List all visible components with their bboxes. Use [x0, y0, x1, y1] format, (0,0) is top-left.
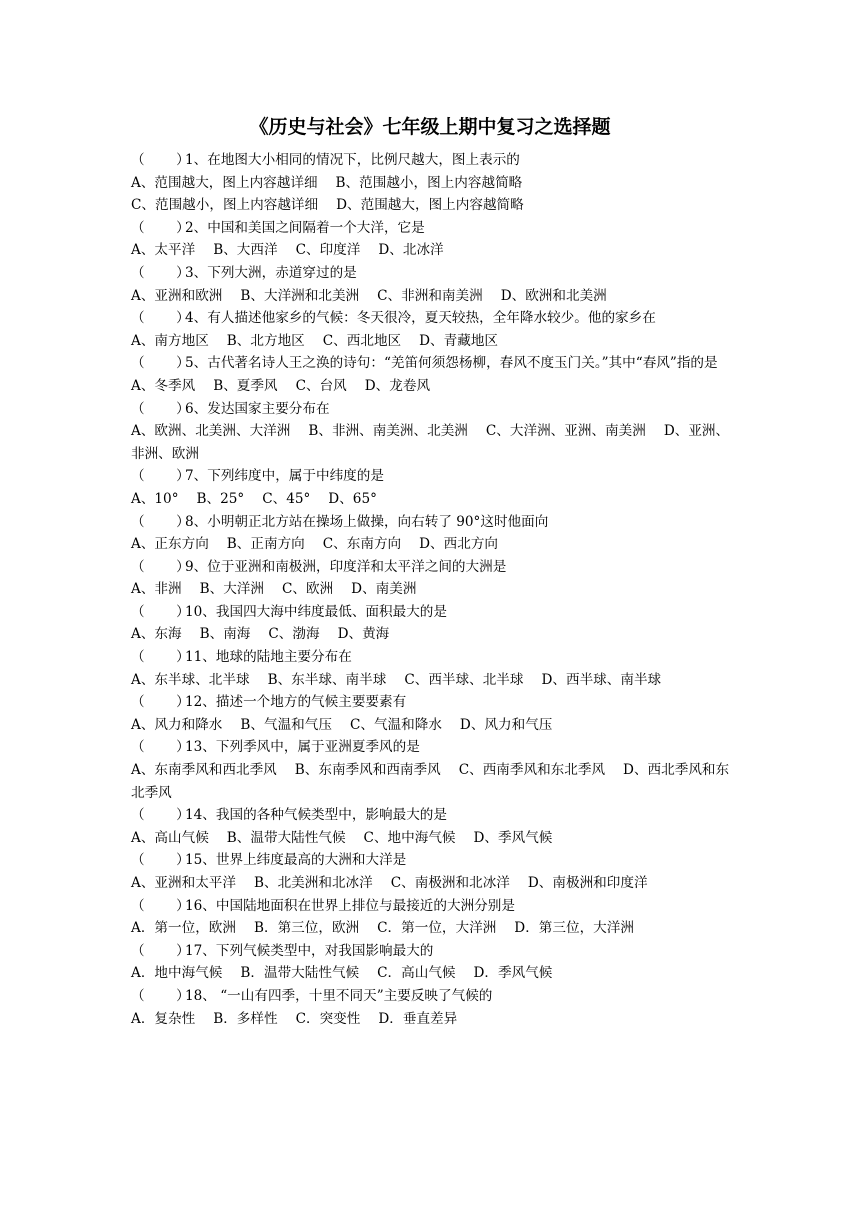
answer-blank: （ ）	[131, 649, 190, 666]
option-text: B．第三位，欧洲	[253, 920, 360, 937]
option-text: D．季风气候	[473, 965, 553, 982]
option-text: B、北方地区	[226, 332, 305, 349]
option-text: B．温带大陆性气候	[240, 965, 360, 982]
answer-blank: （ ）	[131, 942, 190, 959]
option-text: B、南海	[199, 626, 251, 643]
question-text: 1、在地图大小相同的情况下，比例尺越大，图上表示的	[185, 152, 520, 168]
option-text: D、西北方向	[419, 536, 499, 553]
option-text: D、季风气候	[473, 829, 553, 846]
option-row	[131, 375, 733, 398]
answer-blank: （ ）	[131, 468, 190, 485]
question-text: 7、下列纬度中，属于中纬度的是	[185, 468, 384, 485]
question-stem	[131, 511, 733, 534]
option-text: B、25°	[196, 490, 245, 507]
question-text: 13、下列季风中，属于亚洲夏季风的是	[185, 739, 420, 756]
option-text: B、夏季风	[213, 377, 278, 394]
option-text: D、欧洲和北美洲	[500, 287, 607, 304]
option-text: D．第三位，大洋洲	[514, 920, 634, 937]
option-row	[131, 623, 733, 646]
option-text: D、黄海	[337, 626, 390, 643]
option-text: A、东海	[131, 626, 182, 643]
answer-blank: （ ）	[131, 264, 190, 281]
option-text: C．第一位，大洋洲	[377, 920, 497, 937]
option-text: B、气温和气压	[240, 716, 332, 733]
option-text: A、冬季风	[131, 377, 196, 394]
option-text: D、青藏地区	[419, 332, 499, 349]
option-text: A、南方地区	[131, 332, 209, 349]
option-text: A、非洲	[131, 581, 182, 598]
option-text: B、大西洋	[213, 242, 278, 259]
question-stem	[131, 465, 733, 488]
question-text: 3、下列大洲，赤道穿过的是	[185, 264, 357, 281]
option-text: C、范围越小，图上内容越详细	[131, 197, 319, 214]
option-text: B、东南季风和西南季风	[294, 762, 441, 779]
option-row	[131, 239, 733, 262]
question-stem	[131, 217, 733, 240]
option-text: C、地中海气候	[363, 829, 456, 846]
option-row	[131, 917, 733, 940]
option-text: C、西北地区	[322, 332, 402, 349]
answer-blank: （ ）	[131, 219, 190, 236]
option-text: B、非洲、南美洲、北美洲	[308, 423, 468, 440]
option-text: C、渤海	[268, 626, 320, 643]
question-stem	[131, 352, 733, 375]
option-text: C、西南季风和东北季风	[458, 762, 606, 779]
option-text: A．地中海气候	[131, 965, 223, 982]
question-text: 10、我国四大海中纬度最低、面积最大的是	[185, 603, 447, 620]
option-row	[131, 488, 733, 511]
answer-blank: （ ）	[131, 897, 190, 914]
answer-blank: （ ）	[131, 852, 190, 869]
option-row	[131, 669, 733, 692]
answer-blank: （ ）	[131, 739, 190, 756]
question-stem	[131, 556, 733, 579]
option-row	[131, 714, 733, 737]
option-text: D、南极洲和印度洋	[527, 875, 648, 891]
option-row	[131, 533, 733, 556]
option-text: C、大洋洲、亚洲、南美洲	[485, 423, 646, 440]
option-row	[131, 1008, 733, 1031]
option-row	[131, 285, 733, 308]
option-text: B、北美洲和北冰洋	[253, 875, 373, 891]
question-text: 17、下列气候类型中，对我国影响最大的	[185, 942, 434, 959]
option-text: D、范围越大，图上内容越简略	[336, 197, 524, 214]
option-row	[131, 172, 733, 195]
option-row	[131, 962, 733, 985]
question-stem	[131, 985, 733, 1008]
question-stem	[131, 940, 733, 963]
option-text: B、大洋洲和北美洲	[240, 287, 360, 304]
option-text: A、太平洋	[131, 242, 196, 259]
option-text: C、气温和降水	[349, 716, 442, 733]
option-text: A、东半球、北半球	[131, 671, 250, 688]
option-text: A、10°	[131, 490, 179, 507]
option-text: B、正南方向	[226, 536, 305, 553]
option-row	[131, 759, 733, 804]
option-row	[131, 827, 733, 850]
option-text: C、非洲和南美洲	[377, 287, 483, 304]
question-stem	[131, 849, 733, 872]
option-text: A．第一位，欧洲	[131, 920, 236, 937]
question-stem	[131, 895, 733, 918]
option-row	[131, 872, 733, 895]
option-text: C．高山气候	[377, 965, 456, 982]
option-text: D、亚洲、非洲、欧洲	[131, 423, 730, 462]
question-stem	[131, 646, 733, 669]
answer-blank: （ ）	[131, 152, 190, 168]
option-row	[131, 420, 733, 465]
option-text: D．垂直差异	[378, 1010, 458, 1027]
answer-blank: （ ）	[131, 694, 190, 711]
option-text: C、西半球、北半球	[404, 671, 524, 688]
question-stem	[131, 149, 733, 172]
option-text: A、正东方向	[131, 536, 209, 553]
option-text: C、南极洲和北冰洋	[390, 875, 510, 891]
document-title: 《历史与社会》七年级上期中复习之选择题	[249, 116, 611, 138]
option-text: A．复杂性	[131, 1010, 196, 1027]
question-stem	[131, 398, 733, 421]
question-text: 15、世界上纬度最高的大洲和大洋是	[185, 852, 407, 869]
answer-blank: （ ）	[131, 310, 190, 327]
question-text: 6、发达国家主要分布在	[185, 400, 330, 417]
option-text: D、风力和气压	[459, 716, 553, 733]
option-text: C、印度洋	[295, 242, 361, 259]
question-text: 12、描述一个地方的气候主要要素有	[185, 694, 407, 711]
option-text: A、亚洲和太平洋	[131, 875, 236, 891]
option-text: D、西半球、南半球	[541, 671, 662, 688]
option-text: C、东南方向	[322, 536, 402, 553]
option-text: C、欧洲	[281, 581, 334, 598]
question-text: 8、小明朝正北方站在操场上做操，向右转了 90°这时他面向	[185, 513, 549, 530]
option-text: B、温带大陆性气候	[226, 829, 346, 846]
question-text: 5、古代著名诗人王之涣的诗句：“羌笛何须怨杨柳，春风不度玉门关。”其中“春风”指的是	[185, 355, 718, 372]
option-row	[131, 330, 733, 353]
option-text: B、范围越小，图上内容越简略	[335, 174, 523, 191]
option-text: A、高山气候	[131, 829, 209, 846]
option-text: D、龙卷风	[364, 377, 431, 394]
answer-blank: （ ）	[131, 558, 190, 575]
option-text: B．多样性	[213, 1010, 278, 1027]
question-stem	[131, 307, 733, 330]
question-text: 4、有人描述他家乡的气候：冬天很冷，夏天较热，全年降水较少。他的家乡在	[185, 310, 656, 327]
option-text: B、东半球、南半球	[267, 671, 387, 688]
option-text: A、欧洲、北美洲、大洋洲	[131, 423, 291, 440]
option-text: C、台风	[295, 377, 347, 394]
option-text: A、东南季风和西北季风	[131, 762, 277, 779]
question-stem	[131, 804, 733, 827]
option-text: D、南美洲	[351, 581, 417, 598]
answer-blank: （ ）	[131, 513, 190, 530]
answer-blank: （ ）	[131, 807, 190, 824]
question-stem	[131, 736, 733, 759]
answer-blank: （ ）	[131, 355, 190, 372]
question-text: 16、中国陆地面积在世界上排位与最接近的大洲分别是	[185, 897, 515, 914]
option-row	[131, 194, 733, 217]
option-text: C．突变性	[295, 1010, 361, 1027]
question-stem	[131, 691, 733, 714]
question-text: 11、地球的陆地主要分布在	[185, 649, 352, 666]
question-text: 18、 “一山有四季，十里不同天”主要反映了气候的	[185, 987, 493, 1004]
option-text: D、西北季风和东北季风	[131, 762, 730, 801]
question-text: 14、我国的各种气候类型中，影响最大的是	[185, 807, 447, 824]
question-text: 9、位于亚洲和南极洲，印度洋和太平洋之间的大洲是	[185, 558, 507, 575]
answer-blank: （ ）	[131, 987, 190, 1004]
option-text: D、北冰洋	[378, 242, 444, 259]
question-stem	[131, 262, 733, 285]
option-text: B、大洋洲	[199, 581, 264, 598]
option-row	[131, 578, 733, 601]
option-text: D、65°	[328, 490, 377, 507]
question-stem	[131, 601, 733, 624]
question-text: 2、中国和美国之间隔着一个大洋，它是	[185, 219, 425, 236]
question-list	[131, 149, 733, 1030]
answer-blank: （ ）	[131, 603, 190, 620]
option-text: A、亚洲和欧洲	[131, 287, 223, 304]
answer-blank: （ ）	[131, 400, 190, 417]
option-text: C、45°	[262, 490, 311, 507]
option-text: A、风力和降水	[131, 716, 223, 733]
option-text: A、范围越大，图上内容越详细	[131, 174, 318, 191]
